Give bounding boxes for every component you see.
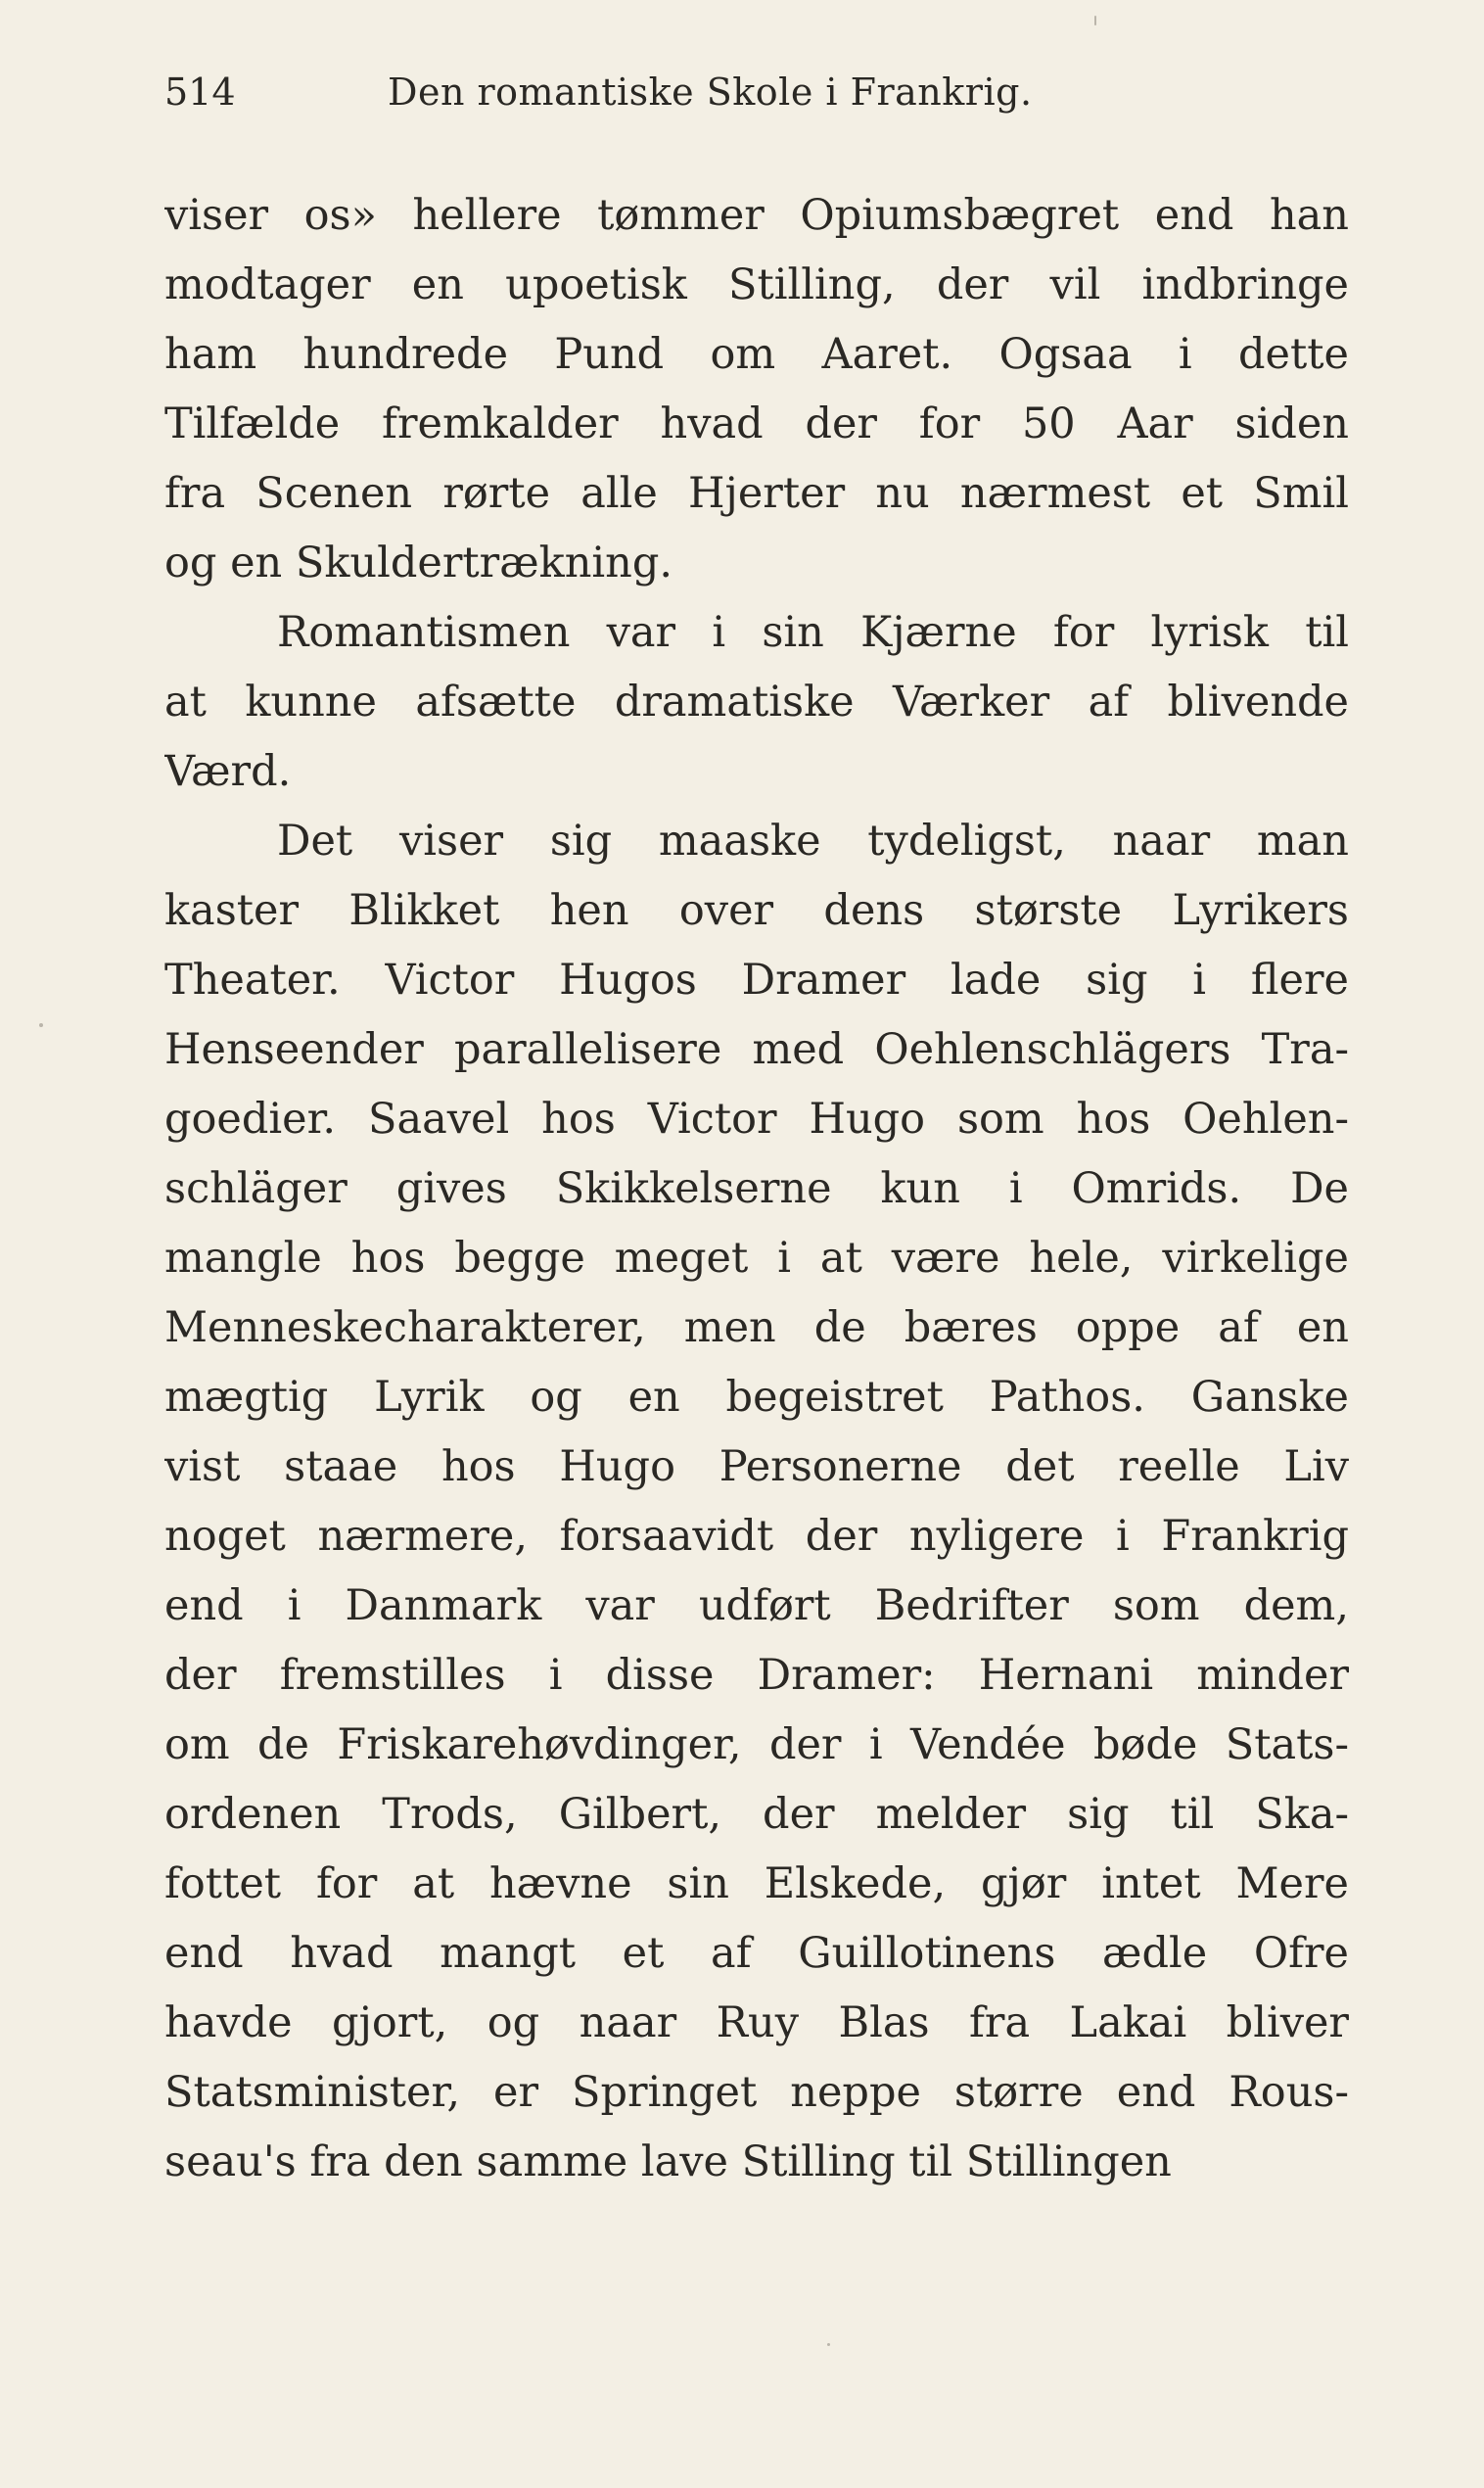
text-line: Romantismen var i sin Kjærne for lyrisk til [277, 608, 1349, 657]
text-line: modtager en upoetisk Stilling, der vil indbringe [164, 260, 1349, 309]
text-line: schläger gives Skikkelserne kun i Omrids. De [164, 1164, 1349, 1213]
text-line: Theater. Victor Hugos Dramer lade sig i flere [164, 956, 1349, 1005]
body-text [164, 181, 1349, 2197]
page-header-title: Den romantiske Skole i Frankrig. [388, 70, 1033, 114]
text-line: ham hundrede Pund om Aaret. Ogsaa i dette [164, 330, 1349, 379]
text-line: viser os» hellere tømmer Opiumsbægret end han [164, 191, 1349, 240]
text-line: fottet for at hævne sin Elskede, gjør intet Mere [164, 1859, 1349, 1908]
paper-speck [1094, 16, 1096, 25]
text-line: end i Danmark var udført Bedrifter som dem, [164, 1581, 1349, 1630]
text-line: noget nærmere, forsaavidt der nyligere i Frankrig [164, 1512, 1349, 1561]
paper-speck [39, 1023, 43, 1027]
text-line: Henseender parallelisere med Oehlenschlägers Tra- [164, 1025, 1349, 1074]
text-line: seau's fra den samme lave Stilling til Stillingen [164, 2137, 1172, 2186]
text-line: Det viser sig maaske tydeligst, naar man [277, 817, 1349, 866]
text-line: og en Skuldertrækning. [164, 539, 673, 587]
text-line: fra Scenen rørte alle Hjerter nu nærmest et Smil [164, 469, 1349, 518]
text-line: vist staae hos Hugo Personerne det reelle Liv [164, 1442, 1349, 1491]
text-line: Menneskecharakterer, men de bæres oppe af en [164, 1303, 1349, 1352]
text-line: at kunne afsætte dramatiske Værker af blivende [164, 678, 1349, 727]
running-head [164, 63, 1349, 121]
text-line: mægtig Lyrik og en begeistret Pathos. Ganske [164, 1373, 1349, 1422]
text-line: kaster Blikket hen over dens største Lyrikers [164, 886, 1349, 935]
text-line: Tilfælde fremkalder hvad der for 50 Aar siden [164, 399, 1349, 448]
text-line: havde gjort, og naar Ruy Blas fra Lakai bliver [164, 1998, 1349, 2047]
text-line: om de Friskarehøvdinger, der i Vendée bøde Stats- [164, 1720, 1349, 1769]
text-line: ordenen Trods, Gilbert, der melder sig til Ska- [164, 1790, 1349, 1839]
page-number: 514 [164, 70, 236, 114]
text-line: Statsminister, er Springet neppe større end Rous- [164, 2068, 1349, 2117]
text-line: mangle hos begge meget i at være hele, virkelige [164, 1234, 1349, 1283]
text-line: end hvad mangt et af Guillotinens ædle Ofre [164, 1929, 1349, 1978]
text-line: der fremstilles i disse Dramer: Hernani minder [164, 1651, 1349, 1700]
paper-speck [827, 2343, 830, 2346]
text-line: goedier. Saavel hos Victor Hugo som hos Oehlen- [164, 1095, 1349, 1144]
text-line: Værd. [164, 747, 292, 796]
